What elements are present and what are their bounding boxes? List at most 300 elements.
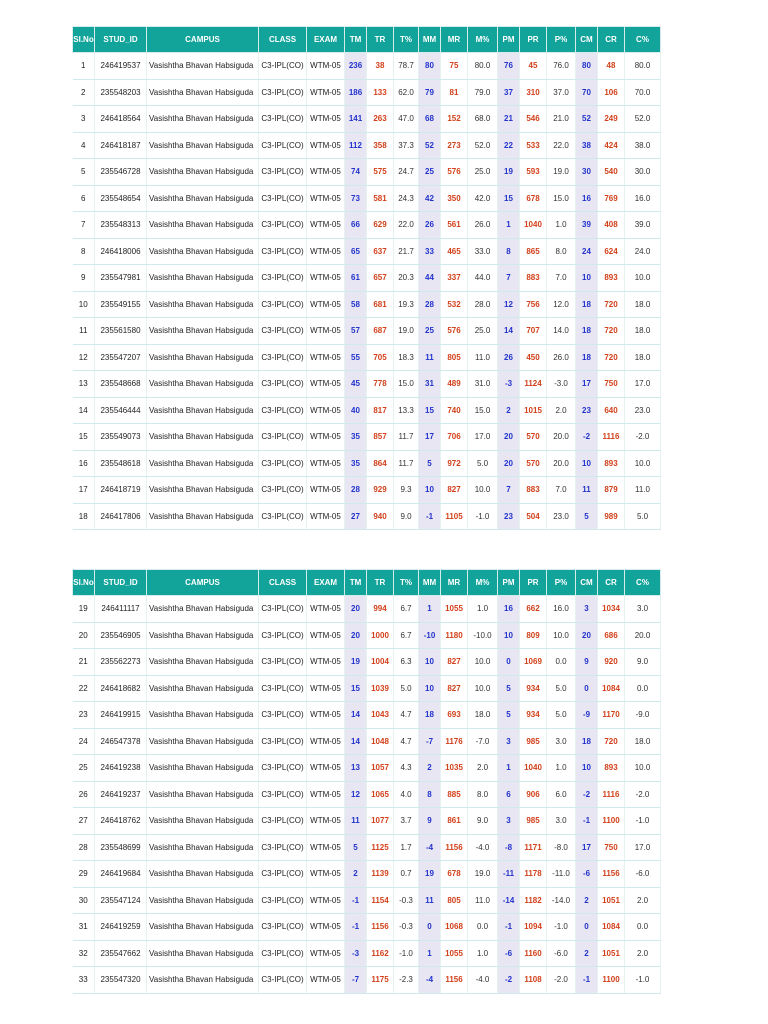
cell-tp: 4.3 xyxy=(394,755,419,782)
cell-mr: 81 xyxy=(441,79,468,106)
cell-mp: 19.0 xyxy=(468,861,498,888)
cell-pm: -3 xyxy=(498,371,520,398)
cell-exam: WTM-05 xyxy=(307,159,345,186)
cell-class: C3-IPL(CO) xyxy=(259,622,307,649)
cell-tp: -0.3 xyxy=(394,914,419,941)
cell-exam: WTM-05 xyxy=(307,79,345,106)
cell-stud-id: 235547320 xyxy=(95,967,147,994)
cell-pp: 10.0 xyxy=(547,622,576,649)
cell-campus: Vasishtha Bhavan Habsiguda xyxy=(147,808,259,835)
column-header-tp: T% xyxy=(394,570,419,596)
cell-mp: 15.0 xyxy=(468,397,498,424)
cell-stud-id: 246419238 xyxy=(95,755,147,782)
column-header-campus: CAMPUS xyxy=(147,570,259,596)
cell-sl-no: 9 xyxy=(73,265,95,292)
cell-pr: 546 xyxy=(520,106,547,133)
cell-tm: 40 xyxy=(345,397,367,424)
cell-cm: 3 xyxy=(576,596,598,623)
cell-campus: Vasishtha Bhavan Habsiguda xyxy=(147,238,259,265)
cell-sl-no: 32 xyxy=(73,940,95,967)
cell-cp: -1.0 xyxy=(625,967,661,994)
cell-campus: Vasishtha Bhavan Habsiguda xyxy=(147,79,259,106)
cell-tm: 12 xyxy=(345,781,367,808)
cell-exam: WTM-05 xyxy=(307,477,345,504)
cell-tp: 11.7 xyxy=(394,450,419,477)
table-row xyxy=(73,755,661,782)
column-header-pr: PR xyxy=(520,570,547,596)
cell-stud-id: 235549155 xyxy=(95,291,147,318)
cell-cm: 23 xyxy=(576,397,598,424)
cell-class: C3-IPL(CO) xyxy=(259,450,307,477)
cell-tm: 45 xyxy=(345,371,367,398)
cell-cr: 1051 xyxy=(598,887,625,914)
cell-mr: 693 xyxy=(441,702,468,729)
cell-exam: WTM-05 xyxy=(307,755,345,782)
cell-tr: 705 xyxy=(367,344,394,371)
cell-sl-no: 31 xyxy=(73,914,95,941)
cell-tr: 629 xyxy=(367,212,394,239)
cell-mr: 1176 xyxy=(441,728,468,755)
column-header-sl-no: Sl.No xyxy=(73,27,95,53)
cell-cm: 2 xyxy=(576,940,598,967)
cell-cp: -2.0 xyxy=(625,424,661,451)
cell-tp: -2.3 xyxy=(394,967,419,994)
table-row xyxy=(73,596,661,623)
cell-mr: 972 xyxy=(441,450,468,477)
cell-tm: 35 xyxy=(345,450,367,477)
header-row xyxy=(73,570,661,596)
cell-class: C3-IPL(CO) xyxy=(259,967,307,994)
cell-cp: 10.0 xyxy=(625,450,661,477)
cell-tr: 1175 xyxy=(367,967,394,994)
cell-class: C3-IPL(CO) xyxy=(259,914,307,941)
cell-mr: 1035 xyxy=(441,755,468,782)
cell-pm: 2 xyxy=(498,397,520,424)
cell-cr: 893 xyxy=(598,755,625,782)
cell-tm: 19 xyxy=(345,649,367,676)
cell-mr: 678 xyxy=(441,861,468,888)
cell-tr: 1139 xyxy=(367,861,394,888)
cell-sl-no: 3 xyxy=(73,106,95,133)
cell-mr: 152 xyxy=(441,106,468,133)
table-row xyxy=(73,477,661,504)
cell-exam: WTM-05 xyxy=(307,967,345,994)
cell-pp: 22.0 xyxy=(547,132,576,159)
cell-pm: 10 xyxy=(498,622,520,649)
cell-pm: 14 xyxy=(498,318,520,345)
cell-mp: 1.0 xyxy=(468,940,498,967)
cell-cp: 30.0 xyxy=(625,159,661,186)
cell-tm: 20 xyxy=(345,622,367,649)
cell-campus: Vasishtha Bhavan Habsiguda xyxy=(147,344,259,371)
cell-cp: -6.0 xyxy=(625,861,661,888)
cell-tr: 940 xyxy=(367,503,394,530)
table-row xyxy=(73,291,661,318)
cell-cp: 38.0 xyxy=(625,132,661,159)
cell-mr: 885 xyxy=(441,781,468,808)
cell-mm: 18 xyxy=(419,702,441,729)
cell-sl-no: 21 xyxy=(73,649,95,676)
cell-class: C3-IPL(CO) xyxy=(259,212,307,239)
cell-stud-id: 246418762 xyxy=(95,808,147,835)
cell-class: C3-IPL(CO) xyxy=(259,596,307,623)
column-header-exam: EXAM xyxy=(307,570,345,596)
cell-tm: 58 xyxy=(345,291,367,318)
cell-pp: 1.0 xyxy=(547,212,576,239)
cell-cm: -2 xyxy=(576,424,598,451)
cell-mr: 273 xyxy=(441,132,468,159)
cell-pr: 570 xyxy=(520,450,547,477)
cell-sl-no: 29 xyxy=(73,861,95,888)
column-header-mp: M% xyxy=(468,570,498,596)
cell-tp: 37.3 xyxy=(394,132,419,159)
column-header-cp: C% xyxy=(625,570,661,596)
cell-tr: 778 xyxy=(367,371,394,398)
cell-pr: 1040 xyxy=(520,212,547,239)
cell-cm: 9 xyxy=(576,649,598,676)
results-table-1 xyxy=(72,26,661,530)
cell-sl-no: 7 xyxy=(73,212,95,239)
cell-tp: 5.0 xyxy=(394,675,419,702)
cell-pr: 1182 xyxy=(520,887,547,914)
cell-mr: 1156 xyxy=(441,967,468,994)
cell-tr: 681 xyxy=(367,291,394,318)
cell-cr: 720 xyxy=(598,728,625,755)
cell-tm: 14 xyxy=(345,702,367,729)
cell-mp: 5.0 xyxy=(468,450,498,477)
cell-exam: WTM-05 xyxy=(307,808,345,835)
cell-mr: 827 xyxy=(441,477,468,504)
cell-exam: WTM-05 xyxy=(307,53,345,80)
cell-class: C3-IPL(CO) xyxy=(259,675,307,702)
cell-pp: 15.0 xyxy=(547,185,576,212)
table-row xyxy=(73,940,661,967)
cell-class: C3-IPL(CO) xyxy=(259,397,307,424)
cell-pr: 934 xyxy=(520,675,547,702)
cell-cr: 769 xyxy=(598,185,625,212)
cell-pm: 21 xyxy=(498,106,520,133)
cell-campus: Vasishtha Bhavan Habsiguda xyxy=(147,596,259,623)
cell-stud-id: 246411117 xyxy=(95,596,147,623)
cell-exam: WTM-05 xyxy=(307,702,345,729)
cell-pp: -14.0 xyxy=(547,887,576,914)
cell-tm: 14 xyxy=(345,728,367,755)
cell-mp: 68.0 xyxy=(468,106,498,133)
cell-tm: 11 xyxy=(345,808,367,835)
cell-mp: 28.0 xyxy=(468,291,498,318)
cell-cr: 1084 xyxy=(598,914,625,941)
table-row xyxy=(73,397,661,424)
cell-cr: 1051 xyxy=(598,940,625,967)
cell-mp: 42.0 xyxy=(468,185,498,212)
cell-sl-no: 5 xyxy=(73,159,95,186)
cell-class: C3-IPL(CO) xyxy=(259,238,307,265)
cell-tp: 24.3 xyxy=(394,185,419,212)
cell-mm: 1 xyxy=(419,596,441,623)
cell-sl-no: 19 xyxy=(73,596,95,623)
cell-sl-no: 12 xyxy=(73,344,95,371)
cell-mr: 740 xyxy=(441,397,468,424)
cell-campus: Vasishtha Bhavan Habsiguda xyxy=(147,53,259,80)
cell-mp: 11.0 xyxy=(468,344,498,371)
cell-pm: 26 xyxy=(498,344,520,371)
cell-tp: 9.3 xyxy=(394,477,419,504)
cell-cp: 2.0 xyxy=(625,940,661,967)
cell-cp: 18.0 xyxy=(625,344,661,371)
table-row xyxy=(73,503,661,530)
cell-mm: 19 xyxy=(419,861,441,888)
cell-cp: 5.0 xyxy=(625,503,661,530)
cell-tp: 47.0 xyxy=(394,106,419,133)
cell-class: C3-IPL(CO) xyxy=(259,781,307,808)
column-header-cm: CM xyxy=(576,27,598,53)
cell-pp: 21.0 xyxy=(547,106,576,133)
cell-pm: 23 xyxy=(498,503,520,530)
cell-tr: 38 xyxy=(367,53,394,80)
column-header-tr: TR xyxy=(367,570,394,596)
cell-pr: 310 xyxy=(520,79,547,106)
cell-sl-no: 13 xyxy=(73,371,95,398)
cell-exam: WTM-05 xyxy=(307,185,345,212)
cell-campus: Vasishtha Bhavan Habsiguda xyxy=(147,450,259,477)
cell-stud-id: 235561580 xyxy=(95,318,147,345)
cell-pm: 7 xyxy=(498,477,520,504)
cell-tr: 263 xyxy=(367,106,394,133)
cell-mp: 0.0 xyxy=(468,914,498,941)
column-header-campus: CAMPUS xyxy=(147,27,259,53)
cell-stud-id: 235548654 xyxy=(95,185,147,212)
cell-cp: 0.0 xyxy=(625,914,661,941)
cell-class: C3-IPL(CO) xyxy=(259,106,307,133)
cell-pr: 809 xyxy=(520,622,547,649)
cell-tp: 4.0 xyxy=(394,781,419,808)
cell-tr: 687 xyxy=(367,318,394,345)
cell-mp: -4.0 xyxy=(468,834,498,861)
cell-cp: 23.0 xyxy=(625,397,661,424)
cell-sl-no: 25 xyxy=(73,755,95,782)
cell-pp: 3.0 xyxy=(547,808,576,835)
cell-cr: 1170 xyxy=(598,702,625,729)
column-header-mr: MR xyxy=(441,27,468,53)
cell-cp: 16.0 xyxy=(625,185,661,212)
cell-campus: Vasishtha Bhavan Habsiguda xyxy=(147,861,259,888)
cell-campus: Vasishtha Bhavan Habsiguda xyxy=(147,834,259,861)
cell-mm: 31 xyxy=(419,371,441,398)
cell-exam: WTM-05 xyxy=(307,318,345,345)
column-header-tp: T% xyxy=(394,27,419,53)
cell-campus: Vasishtha Bhavan Habsiguda xyxy=(147,424,259,451)
cell-campus: Vasishtha Bhavan Habsiguda xyxy=(147,318,259,345)
cell-tm: 65 xyxy=(345,238,367,265)
cell-pr: 1160 xyxy=(520,940,547,967)
cell-cp: 10.0 xyxy=(625,265,661,292)
cell-cr: 720 xyxy=(598,291,625,318)
cell-mm: 0 xyxy=(419,914,441,941)
cell-stud-id: 235547124 xyxy=(95,887,147,914)
cell-cr: 720 xyxy=(598,344,625,371)
cell-cr: 106 xyxy=(598,79,625,106)
cell-stud-id: 246419259 xyxy=(95,914,147,941)
cell-cr: 989 xyxy=(598,503,625,530)
cell-class: C3-IPL(CO) xyxy=(259,159,307,186)
cell-campus: Vasishtha Bhavan Habsiguda xyxy=(147,132,259,159)
cell-stud-id: 235562273 xyxy=(95,649,147,676)
cell-sl-no: 11 xyxy=(73,318,95,345)
cell-cp: 2.0 xyxy=(625,887,661,914)
cell-pp: -2.0 xyxy=(547,967,576,994)
cell-cr: 249 xyxy=(598,106,625,133)
cell-mr: 576 xyxy=(441,318,468,345)
cell-pr: 45 xyxy=(520,53,547,80)
cell-cm: 38 xyxy=(576,132,598,159)
cell-campus: Vasishtha Bhavan Habsiguda xyxy=(147,503,259,530)
table-row xyxy=(73,808,661,835)
cell-tm: 27 xyxy=(345,503,367,530)
cell-sl-no: 23 xyxy=(73,702,95,729)
cell-tp: 9.0 xyxy=(394,503,419,530)
cell-campus: Vasishtha Bhavan Habsiguda xyxy=(147,185,259,212)
cell-cp: -1.0 xyxy=(625,808,661,835)
cell-exam: WTM-05 xyxy=(307,596,345,623)
cell-mr: 1055 xyxy=(441,596,468,623)
cell-exam: WTM-05 xyxy=(307,106,345,133)
cell-class: C3-IPL(CO) xyxy=(259,53,307,80)
cell-cp: 0.0 xyxy=(625,675,661,702)
cell-exam: WTM-05 xyxy=(307,649,345,676)
cell-mr: 827 xyxy=(441,649,468,676)
cell-tp: 19.3 xyxy=(394,291,419,318)
cell-campus: Vasishtha Bhavan Habsiguda xyxy=(147,914,259,941)
cell-campus: Vasishtha Bhavan Habsiguda xyxy=(147,887,259,914)
cell-pm: 76 xyxy=(498,53,520,80)
table-row xyxy=(73,185,661,212)
cell-cm: 52 xyxy=(576,106,598,133)
cell-mr: 465 xyxy=(441,238,468,265)
cell-mp: 10.0 xyxy=(468,649,498,676)
cell-stud-id: 235547207 xyxy=(95,344,147,371)
cell-sl-no: 17 xyxy=(73,477,95,504)
cell-cr: 893 xyxy=(598,450,625,477)
cell-mm: 42 xyxy=(419,185,441,212)
cell-pp: -6.0 xyxy=(547,940,576,967)
cell-exam: WTM-05 xyxy=(307,212,345,239)
cell-pp: -1.0 xyxy=(547,914,576,941)
cell-mr: 1055 xyxy=(441,940,468,967)
table-row xyxy=(73,861,661,888)
cell-tm: -7 xyxy=(345,967,367,994)
cell-mm: 26 xyxy=(419,212,441,239)
cell-cp: 17.0 xyxy=(625,371,661,398)
cell-exam: WTM-05 xyxy=(307,940,345,967)
cell-pr: 985 xyxy=(520,728,547,755)
cell-pm: 20 xyxy=(498,424,520,451)
cell-cp: -2.0 xyxy=(625,781,661,808)
cell-cp: 20.0 xyxy=(625,622,661,649)
cell-tm: 66 xyxy=(345,212,367,239)
cell-exam: WTM-05 xyxy=(307,450,345,477)
table-row xyxy=(73,265,661,292)
cell-pm: 3 xyxy=(498,728,520,755)
cell-exam: WTM-05 xyxy=(307,781,345,808)
cell-pr: 883 xyxy=(520,265,547,292)
cell-cm: 11 xyxy=(576,477,598,504)
cell-mp: 79.0 xyxy=(468,79,498,106)
cell-cr: 640 xyxy=(598,397,625,424)
cell-cr: 1100 xyxy=(598,967,625,994)
column-header-exam: EXAM xyxy=(307,27,345,53)
cell-cr: 1034 xyxy=(598,596,625,623)
cell-campus: Vasishtha Bhavan Habsiguda xyxy=(147,781,259,808)
cell-exam: WTM-05 xyxy=(307,675,345,702)
cell-pr: 570 xyxy=(520,424,547,451)
cell-mm: 17 xyxy=(419,424,441,451)
cell-mm: 8 xyxy=(419,781,441,808)
column-header-mr: MR xyxy=(441,570,468,596)
cell-sl-no: 16 xyxy=(73,450,95,477)
cell-pm: 19 xyxy=(498,159,520,186)
cell-tp: -0.3 xyxy=(394,887,419,914)
cell-pp: 8.0 xyxy=(547,238,576,265)
cell-cr: 1116 xyxy=(598,781,625,808)
table-row xyxy=(73,622,661,649)
cell-mr: 805 xyxy=(441,344,468,371)
table-row xyxy=(73,914,661,941)
cell-cp: 70.0 xyxy=(625,79,661,106)
cell-mm: 80 xyxy=(419,53,441,80)
cell-class: C3-IPL(CO) xyxy=(259,424,307,451)
cell-cr: 686 xyxy=(598,622,625,649)
cell-tp: 78.7 xyxy=(394,53,419,80)
cell-mr: 489 xyxy=(441,371,468,398)
cell-pr: 1171 xyxy=(520,834,547,861)
cell-pm: 16 xyxy=(498,596,520,623)
cell-cr: 424 xyxy=(598,132,625,159)
cell-pr: 1040 xyxy=(520,755,547,782)
cell-tp: 4.7 xyxy=(394,702,419,729)
cell-stud-id: 246419684 xyxy=(95,861,147,888)
column-header-tm: TM xyxy=(345,570,367,596)
cell-cr: 1100 xyxy=(598,808,625,835)
cell-mm: -4 xyxy=(419,967,441,994)
cell-tr: 1057 xyxy=(367,755,394,782)
cell-pm: 1 xyxy=(498,212,520,239)
cell-mr: 805 xyxy=(441,887,468,914)
cell-tp: 0.7 xyxy=(394,861,419,888)
cell-tm: -1 xyxy=(345,887,367,914)
cell-class: C3-IPL(CO) xyxy=(259,728,307,755)
cell-stud-id: 235546728 xyxy=(95,159,147,186)
cell-tr: 1162 xyxy=(367,940,394,967)
cell-cr: 48 xyxy=(598,53,625,80)
column-header-pm: PM xyxy=(498,27,520,53)
cell-exam: WTM-05 xyxy=(307,622,345,649)
cell-cm: 18 xyxy=(576,291,598,318)
cell-exam: WTM-05 xyxy=(307,371,345,398)
cell-exam: WTM-05 xyxy=(307,424,345,451)
cell-pr: 450 xyxy=(520,344,547,371)
cell-mm: 68 xyxy=(419,106,441,133)
column-header-stud-id: STUD_ID xyxy=(95,570,147,596)
cell-tr: 575 xyxy=(367,159,394,186)
table-row xyxy=(73,450,661,477)
cell-cp: 3.0 xyxy=(625,596,661,623)
cell-sl-no: 22 xyxy=(73,675,95,702)
cell-tr: 358 xyxy=(367,132,394,159)
cell-class: C3-IPL(CO) xyxy=(259,318,307,345)
cell-pp: 76.0 xyxy=(547,53,576,80)
cell-pp: 1.0 xyxy=(547,755,576,782)
cell-cr: 1116 xyxy=(598,424,625,451)
